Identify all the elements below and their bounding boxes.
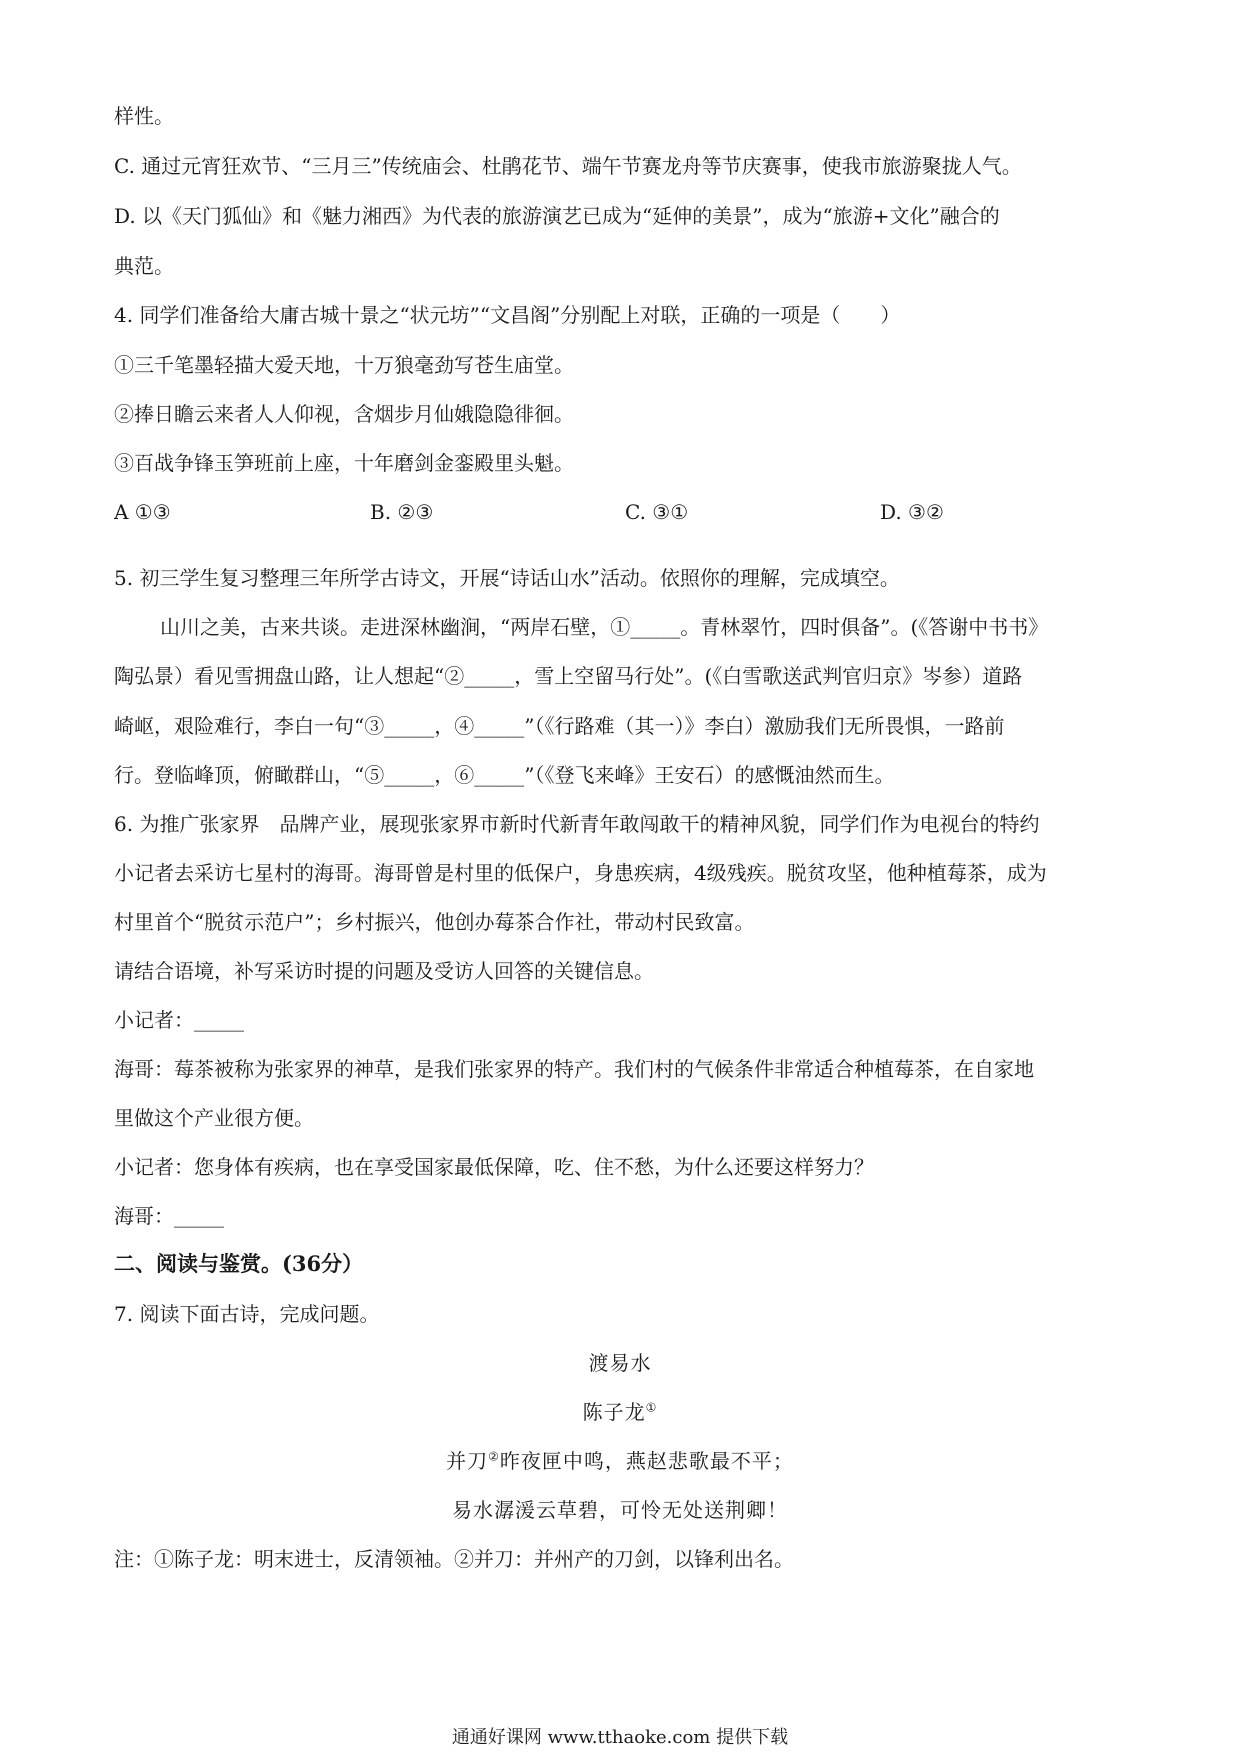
- question-6-text: 村里首个“脱贫示范户”；乡村振兴，他创办莓茶合作社，带动村民致富。: [114, 910, 755, 934]
- poem-notes: 注：①陈子龙：明末进士，反清领袖。②并刀：并州产的刀剑，以锋利出名。: [114, 1547, 794, 1571]
- interviewee-answer: 海哥：莓茶被称为张家界的神草，是我们张家界的特产。我们村的气候条件非常适合种植莓茶，在自家地: [114, 1057, 1034, 1081]
- option-d: D. ③②: [880, 500, 944, 524]
- section-heading: 二、阅读与鉴赏。(36分）: [114, 1251, 364, 1276]
- option-d-q3: D. 以《天门狐仙》和《魅力湘西》为代表的旅游演艺已成为“延伸的美景”，成为“旅游+文化”融合的: [114, 204, 1000, 228]
- question-6-text: 小记者去采访七星村的海哥。海哥曾是村里的低保户，身患疾病，4级残疾。脱贫攻坚，他种植莓茶，成为: [114, 861, 1047, 885]
- footer-watermark: 通通好课网 www.tthaoke.com 提供下载: [451, 1727, 789, 1748]
- footnote-marker: ①: [645, 1400, 658, 1415]
- question-6-instruction: 请结合语境，补写采访时提的问题及受访人回答的关键信息。: [114, 959, 654, 983]
- fill-blank-paragraph: 崎岖，艰险难行，李白一句“③_____，④_____”（《行路难（其一）》李白）激励我们无所畏惧，一路前: [114, 714, 1005, 738]
- couplet-3: ③百战争锋玉笋班前上座，十年磨剑金銮殿里头魁。: [114, 451, 574, 475]
- poem-title: 渡易水: [588, 1351, 652, 1375]
- couplet-2: ②捧日瞻云来者人人仰视，含烟步月仙娥隐隐徘徊。: [114, 402, 574, 426]
- reporter-question: 小记者：您身体有疾病，也在享受国家最低保障，吃、住不愁，为什么还要这样努力？: [114, 1155, 874, 1179]
- text-line: 样性。: [114, 104, 174, 128]
- question-5: 5. 初三学生复习整理三年所学古诗文，开展“诗话山水”活动。依照你的理解，完成填空。: [114, 566, 900, 590]
- footnote-marker: ②: [488, 1449, 500, 1464]
- fill-blank-paragraph: 行。登临峰顶，俯瞰群山，“⑤_____，⑥_____”（《登飞来峰》王安石）的感慨油然而生。: [114, 763, 895, 787]
- interviewee-answer-blank: 海哥：_____: [114, 1204, 224, 1228]
- poem-author: 陈子龙①: [582, 1400, 658, 1424]
- fill-blank-paragraph: 山川之美，古来共谈。走进深林幽涧，“两岸石壁，①_____。青林翠竹，四时俱备”。(《答谢中书书》: [160, 615, 1049, 639]
- reporter-question-blank: 小记者：_____: [114, 1008, 244, 1032]
- poem-line-1: 并刀②昨夜匣中鸣，燕赵悲歌最不平；: [446, 1449, 794, 1473]
- option-c: C. ③①: [625, 500, 689, 524]
- question-7: 7. 阅读下面古诗，完成问题。: [114, 1302, 380, 1326]
- text-line: 典范。: [114, 254, 174, 278]
- couplet-1: ①三千笔墨轻描大爱天地，十万狼毫劲写苍生庙堂。: [114, 353, 574, 377]
- interviewee-answer: 里做这个产业很方便。: [114, 1106, 314, 1130]
- poem-line-2: 易水潺湲云草碧，可怜无处送荆卿！: [452, 1498, 788, 1522]
- option-a: A ①③: [114, 500, 171, 524]
- option-b: B. ②③: [370, 500, 434, 524]
- option-c-q3: C. 通过元宵狂欢节、“三月三”传统庙会、杜鹃花节、端午节赛龙舟等节庆赛事，使我市旅游聚拢人气。: [114, 154, 1022, 178]
- question-6: 6. 为推广张家界 品牌产业，展现张家界市新时代新青年敢闯敢干的精神风貌，同学们作为电视台的特约: [114, 812, 1040, 836]
- question-4: 4. 同学们准备给大庸古城十景之“状元坊”“文昌阁”分别配上对联，正确的一项是（ ）: [114, 303, 901, 327]
- fill-blank-paragraph: 陶弘景）看见雪拥盘山路，让人想起“②_____，雪上空留马行处”。(《白雪歌送武判官归京》岑参）道路: [114, 664, 1023, 688]
